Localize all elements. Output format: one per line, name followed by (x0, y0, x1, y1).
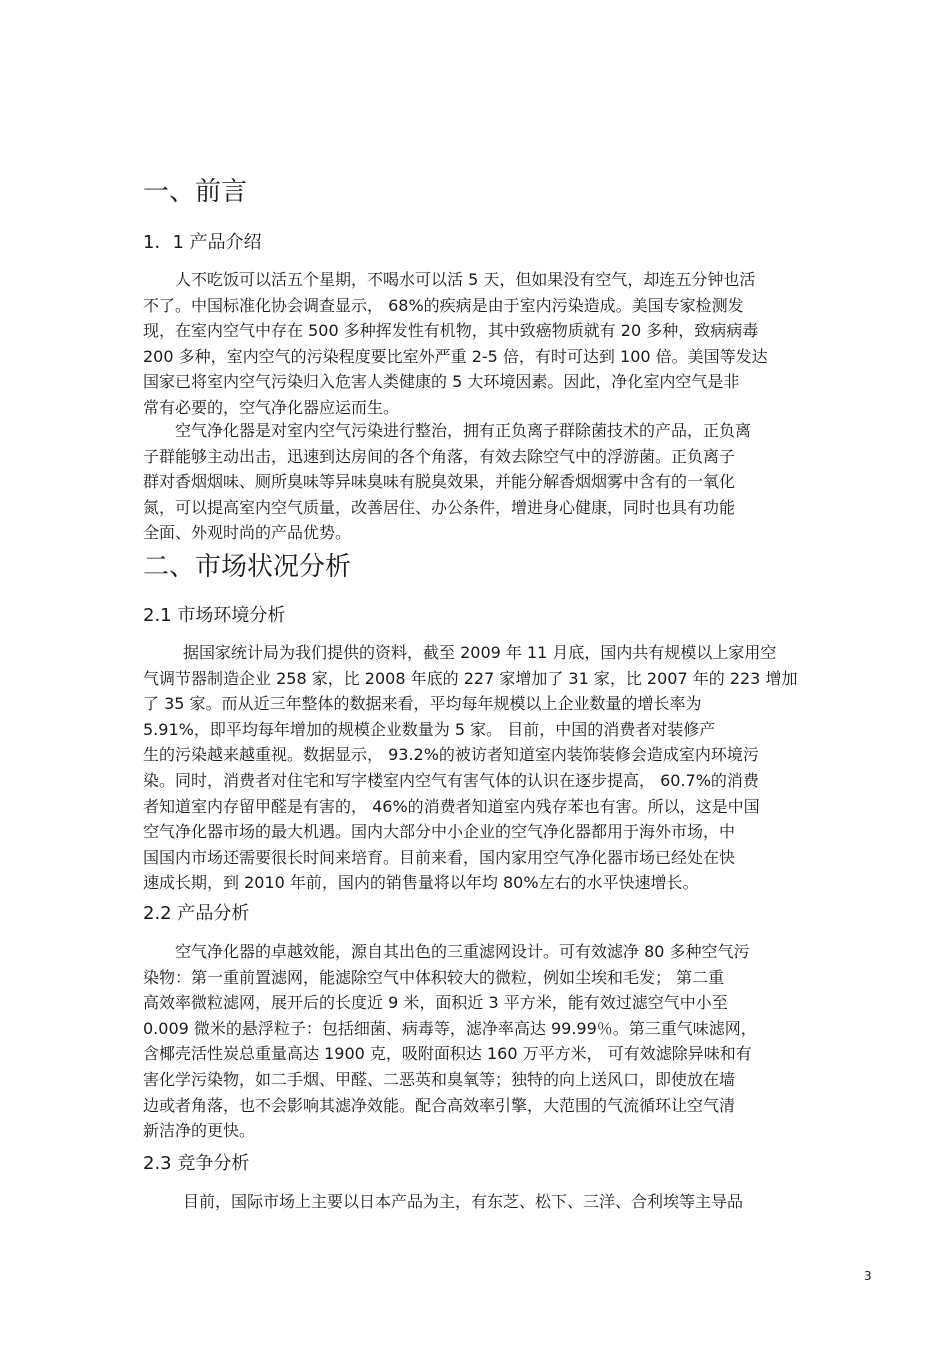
subsection-heading-product-intro: 1．1 产品介绍 (143, 232, 262, 253)
text-line: 空气净化器的卓越效能，源自其出色的三重滤网设计。可有效滤净 80 多种空气污 (175, 942, 750, 961)
text-line: 速成长期，到 2010 年前，国内的销售量将以年均 80%左右的水平快速增长。 (143, 873, 699, 893)
text-line: 常有必要的，空气净化器应运而生。 (143, 397, 400, 417)
subsection-heading-product-analysis: 2.2 产品分析 (143, 903, 250, 924)
text-line: 者知道室内存留甲醛是有害的， 46%的消费者知道室内残存苯也有害。所以，这是中国 (143, 796, 760, 816)
text-line: 含椰壳活性炭总重量高达 1900 克，吸附面积达 160 万平方米， 可有效滤除异味和有 (143, 1044, 752, 1064)
text-line: 新洁净的更快。 (143, 1121, 256, 1141)
subsection-heading-competition-analysis: 2.3 竞争分析 (143, 1153, 250, 1174)
text-line: 不了。中国标准化协会调查显示， 68%的疾病是由于室内污染造成。美国专家检测发 (143, 295, 744, 315)
subsection-heading-market-environment: 2.1 市场环境分析 (143, 605, 286, 626)
text-line: 气调节器制造企业 258 家，比 2008 年底的 227 家增加了 31 家，比 2007 年的 223 增加 (143, 668, 798, 688)
paragraph-product-analysis (143, 939, 873, 1144)
paragraph-intro-1 (143, 267, 873, 421)
paragraph-market-environment (143, 640, 873, 896)
text-line: 据国家统计局为我们提供的资料，截至 2009 年 11 月底，国内共有规模以上家用空 (183, 643, 777, 662)
text-line: 空气净化器市场的最大机遇。国内大部分中小企业的空气净化器都用于海外市场，中 (143, 822, 736, 842)
text-line: 目前，国际市场上主要以日本产品为主，有东芝、松下、三洋、合利埃等主导品 (183, 1192, 744, 1211)
text-line: 边或者角落，也不会影响其滤净效能。配合高效率引擎，大范围的气流循环让空气清 (143, 1095, 736, 1115)
text-line: 群对香烟烟味、厕所臭味等异味臭味有脱臭效果，并能分解香烟烟雾中含有的一氧化 (143, 472, 736, 492)
text-line: 害化学污染物，如二手烟、甲醛、二恶英和臭氧等；独特的向上送风口，即使放在墙 (143, 1069, 736, 1089)
text-line: 染。同时，消费者对住宅和写字楼室内空气有害气体的认识在逐步提高， 60.7%的消费 (143, 770, 759, 790)
text-line: 5.91%，即平均每年增加的规模企业数量为 5 家。 目前，中国的消费者对装修产 (143, 719, 716, 739)
text-line: 国国内市场还需要很长时间来培育。目前来看，国内家用空气净化器市场已经处在快 (143, 847, 736, 867)
text-line: 200 多种，室内空气的污染程度要比室外严重 2-5 倍，有时可达到 100 倍。美国等发达 (143, 346, 768, 366)
text-line: 全面、外观时尚的产品优势。 (143, 523, 352, 543)
text-line: 国家已将室内空气污染归入危害人类健康的 5 大环境因素。因此，净化室内空气是非 (143, 372, 740, 392)
text-line: 了 35 家。而从近三年整体的数据来看，平均每年规模以上企业数量的增长率为 (143, 694, 702, 714)
text-line: 0.009 微米的悬浮粒子：包括细菌、病毒等，滤净率高达 99.99％。第三重气味滤网， (143, 1018, 757, 1038)
text-line: 子群能够主动出击，迅速到达房间的各个角落，有效去除空气中的浮游菌。正负离子 (143, 446, 736, 466)
section-heading-preface: 一、前言 (143, 177, 248, 207)
text-line: 染物：第一重前置滤网，能滤除空气中体积较大的微粒，例如尘埃和毛发； 第二重 (143, 967, 725, 987)
text-line: 空气净化器是对室内空气污染进行整治，拥有正负离子群除菌技术的产品，正负离 (175, 421, 752, 440)
text-line: 生的污染越来越重视。数据显示， 93.2%的被访者知道室内装饰装修会造成室内环境污 (143, 745, 759, 765)
paragraph-intro-2 (143, 418, 873, 546)
page-number: 3 (864, 1269, 872, 1283)
text-line: 氮，可以提高室内空气质量，改善居住、办公条件，增进身心健康，同时也具有功能 (143, 497, 736, 517)
text-line: 人不吃饭可以活五个星期，不喝水可以活 5 天，但如果没有空气，却连五分钟也活 (175, 270, 756, 289)
section-heading-market-analysis: 二、市场状况分析 (143, 552, 352, 582)
paragraph-competition-analysis (143, 1189, 873, 1215)
text-line: 高效率微粒滤网，展开后的长度近 9 米，面积近 3 平方米，能有效过滤空气中小至 (143, 993, 728, 1013)
text-line: 现，在室内空气中存在 500 多种挥发性有机物，其中致癌物质就有 20 多种，致病病毒 (143, 321, 759, 341)
